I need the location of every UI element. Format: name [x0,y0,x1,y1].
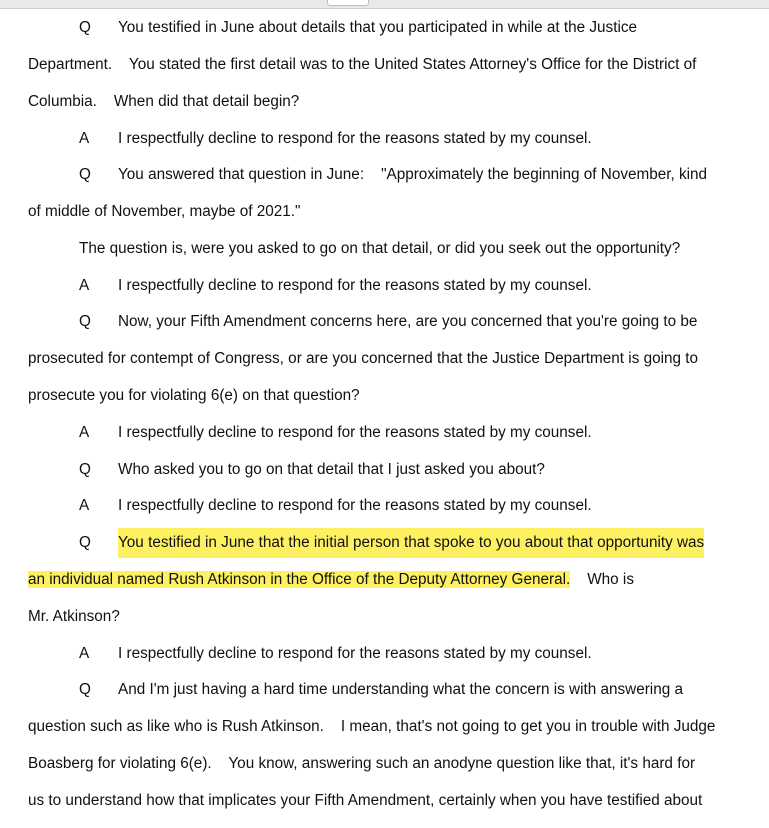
transcript-line [0,344,769,374]
line-text: us to understand how that implicates your Fifth Amendment, certainly when you have testified about [28,792,703,809]
line-text: Mr. Atkinson? [28,608,120,625]
transcript-line [0,712,769,742]
line-text: Department. You stated the first detail was to the United States Attorney's Office for the District of [28,56,697,73]
line-text: Columbia. When did that detail begin? [28,93,300,110]
transcript-line [0,234,769,264]
transcript-line [0,491,769,521]
speaker-label: Q [79,534,91,551]
speaker-label: Q [79,461,91,478]
speaker-label: A [79,645,90,662]
line-text: I respectfully decline to respond for the reasons stated by my counsel. [118,424,592,441]
speaker-label: A [79,130,90,147]
line-text: I respectfully decline to respond for the reasons stated by my counsel. [118,277,592,294]
transcript-line [0,87,769,117]
line-text: I respectfully decline to respond for the reasons stated by my counsel. [118,497,592,514]
speaker-label: A [79,424,90,441]
top-tab-handle[interactable] [327,0,369,6]
speaker-label: Q [79,166,91,183]
speaker-label: Q [79,681,91,698]
transcript-line [0,197,769,227]
line-text: Now, your Fifth Amendment concerns here, are you concerned that you're going to be [118,313,698,330]
line-text: prosecute you for violating 6(e) on that question? [28,387,360,404]
line-text: of middle of November, maybe of 2021." [28,203,301,220]
line-text: prosecuted for contempt of Congress, or are you concerned that the Justice Department is going to [28,350,699,367]
transcript-line [0,271,769,301]
line-text: I respectfully decline to respond for the reasons stated by my counsel. [118,645,592,662]
transcript-line [0,455,769,485]
highlighted-text[interactable]: You testified in June that the initial person that spoke to you about that opportunity was [118,528,704,558]
transcript-line [0,307,769,337]
transcript-line [0,160,769,190]
transcript-line [0,749,769,779]
highlighted-text[interactable]: an individual named Rush Atkinson in the Office of the Deputy Attorney General. [28,571,571,588]
line-text-tail: Who is [570,571,634,588]
transcript-line [0,528,769,558]
line-text: question such as like who is Rush Atkinson. I mean, that's not going to get you in trouble with Judge [28,718,716,735]
line-text: The question is, were you asked to go on that detail, or did you seek out the opportunity? [79,240,681,257]
speaker-label: Q [79,313,91,330]
transcript-line [0,639,769,669]
transcript-line [0,786,769,816]
transcript-line [0,13,769,43]
line-text: I respectfully decline to respond for the reasons stated by my counsel. [118,130,592,147]
transcript-line [0,675,769,705]
line-text: Who asked you to go on that detail that I just asked you about? [118,461,545,478]
transcript-line [0,565,769,595]
line-text: Boasberg for violating 6(e). You know, answering such an anodyne question like that, it's hard for [28,755,696,772]
speaker-label: A [79,497,90,514]
transcript-line [0,418,769,448]
speaker-label: A [79,277,90,294]
line-text: You testified in June about details that you participated in while at the Justice [118,19,638,36]
line-text: You answered that question in June: "Approximately the beginning of November, kind [118,166,708,183]
speaker-label: Q [79,19,91,36]
transcript-line [0,124,769,154]
line-text: And I'm just having a hard time understanding what the concern is with answering a [118,681,683,698]
top-ruler [0,0,769,9]
transcript-line [0,602,769,632]
transcript-line [0,381,769,411]
transcript-line [0,50,769,80]
